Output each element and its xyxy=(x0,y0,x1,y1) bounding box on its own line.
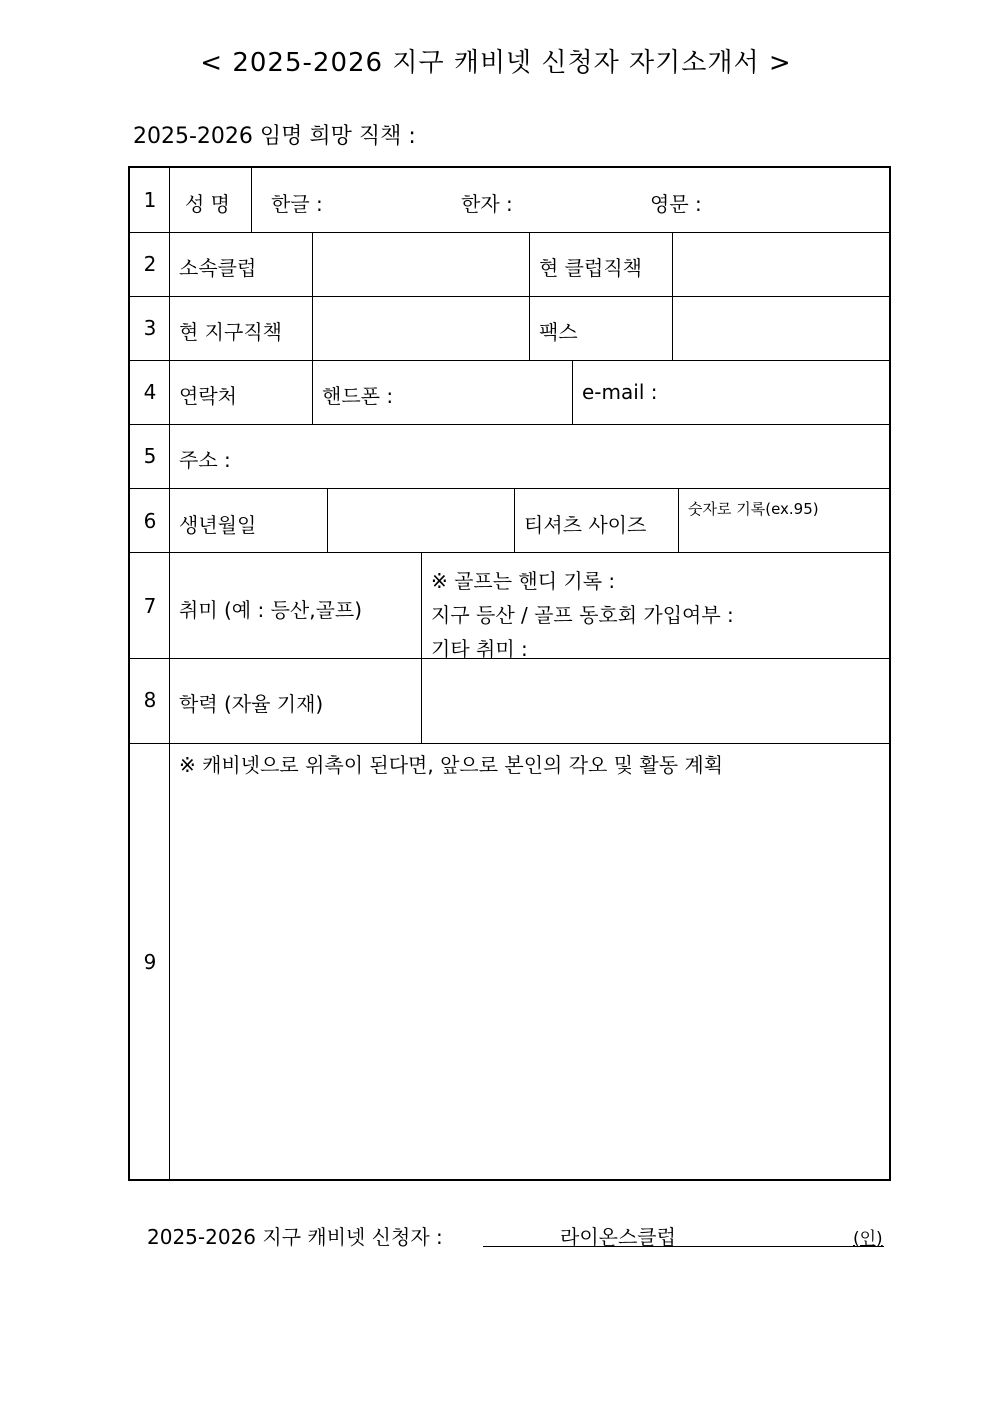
activity-plan-label: ※ 캐비넷으로 위촉이 된다면, 앞으로 본인의 각오 및 활동 계획 xyxy=(179,753,724,777)
row-number: 1 xyxy=(143,188,157,212)
name-english-field[interactable]: 영문 : xyxy=(650,192,702,216)
application-form-table xyxy=(128,166,891,1181)
seal-mark: (인) xyxy=(853,1229,883,1249)
column-divider xyxy=(572,360,573,424)
column-divider xyxy=(251,168,252,232)
club-input[interactable] xyxy=(313,233,528,295)
district-position-label: 현 지구직책 xyxy=(179,320,282,344)
row-number: 9 xyxy=(143,950,157,974)
name-hanja-field[interactable]: 한자 : xyxy=(461,192,513,216)
column-divider xyxy=(514,488,515,552)
hobby-label: 취미 (예 : 등산,골프) xyxy=(179,598,363,622)
club-position-label: 현 클럽직책 xyxy=(539,256,642,280)
contact-label: 연락처 xyxy=(179,384,237,408)
row-divider xyxy=(130,552,891,553)
name-label: 성 명 xyxy=(185,192,230,216)
row-divider xyxy=(130,743,891,744)
signature-underline xyxy=(483,1246,884,1247)
mobile-field[interactable]: 핸드폰 : xyxy=(322,384,394,408)
row-divider xyxy=(130,360,891,361)
desired-position-label: 2025-2026 임명 희망 직책 : xyxy=(133,124,416,149)
club-label: 소속클럽 xyxy=(179,256,257,280)
district-position-input[interactable] xyxy=(313,297,528,359)
row-number: 3 xyxy=(143,316,157,340)
club-position-input[interactable] xyxy=(673,233,890,295)
fax-label: 팩스 xyxy=(539,320,578,344)
golf-handicap-field[interactable]: ※ 골프는 핸디 기록 : xyxy=(431,569,616,593)
address-field[interactable]: 주소 : xyxy=(179,448,231,472)
club-name[interactable]: 라이온스클럽 xyxy=(560,1225,676,1249)
education-label: 학력 (자율 기재) xyxy=(179,692,324,716)
row-number: 7 xyxy=(143,594,157,618)
email-field[interactable]: e-mail : xyxy=(582,380,658,404)
column-divider xyxy=(312,360,313,424)
row-number: 8 xyxy=(143,688,157,712)
fax-input[interactable] xyxy=(673,297,890,359)
birthdate-input[interactable] xyxy=(328,489,513,551)
row-divider xyxy=(130,424,891,425)
page-title: < 2025-2026 지구 캐비넷 신청자 자기소개서 > xyxy=(200,48,792,78)
row-number: 6 xyxy=(143,509,157,533)
birthdate-label: 생년월일 xyxy=(179,513,257,537)
name-korean-field[interactable]: 한글 : xyxy=(271,192,323,216)
column-divider xyxy=(678,488,679,552)
tshirt-size-label: 티셔츠 사이즈 xyxy=(524,513,647,537)
other-hobby-field[interactable]: 기타 취미 : xyxy=(431,637,528,661)
club-membership-field[interactable]: 지구 등산 / 골프 동호회 가입여부 : xyxy=(431,603,734,627)
education-input[interactable] xyxy=(422,659,890,742)
tshirt-size-hint[interactable]: 숫자로 기록(ex.95) xyxy=(688,500,819,518)
activity-plan-textarea[interactable] xyxy=(170,778,890,1178)
applicant-signature-label: 2025-2026 지구 캐비넷 신청자 : xyxy=(147,1225,443,1249)
column-divider xyxy=(529,232,530,360)
row-number: 4 xyxy=(143,380,157,404)
row-number: 5 xyxy=(143,444,157,468)
row-number: 2 xyxy=(143,252,157,276)
